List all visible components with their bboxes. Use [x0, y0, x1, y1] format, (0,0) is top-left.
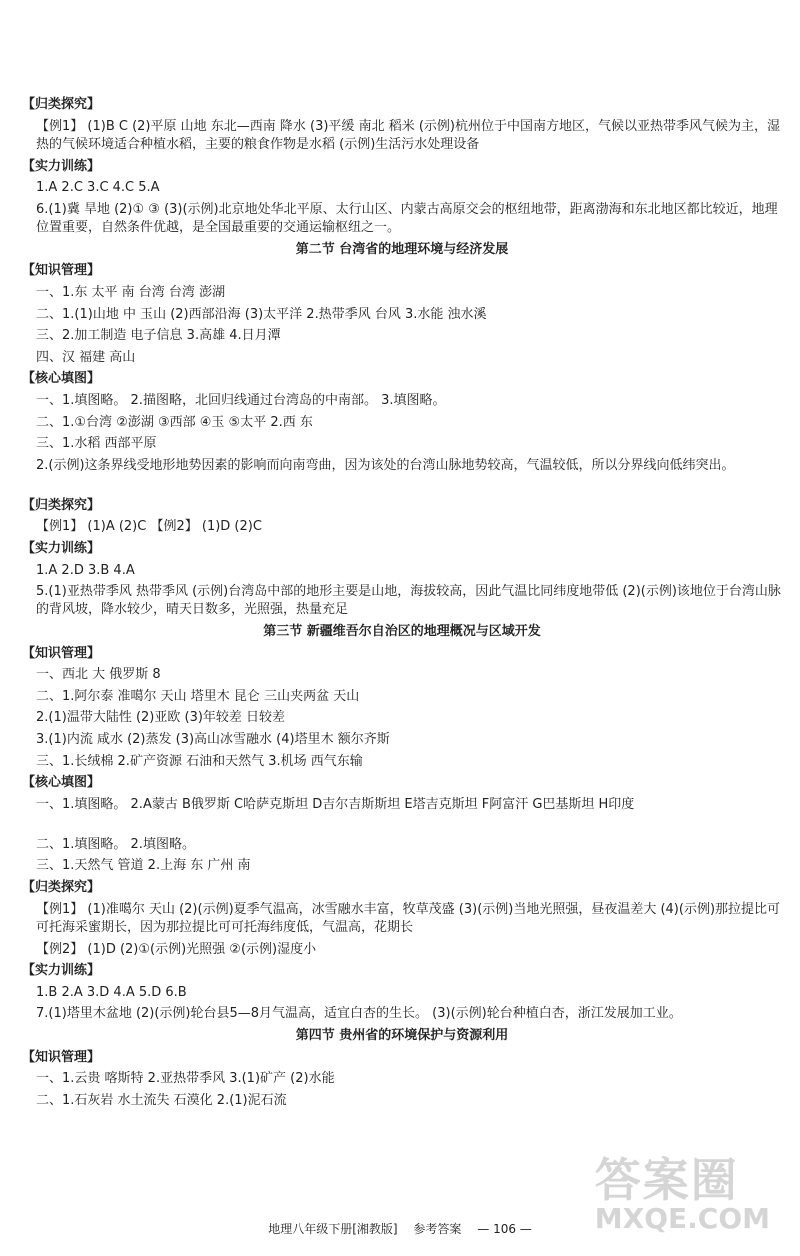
section-label: 【核心填图】	[22, 371, 101, 387]
answer-page	[22, 96, 782, 1113]
watermark-logo	[594, 1153, 770, 1235]
answer-line: 二、1.石灰岩 水土流失 石漠化 2.(1)泥石流	[36, 1092, 287, 1108]
section-title: 第三节 新疆维吾尔自治区的地理概况与区域开发	[263, 624, 541, 640]
answer-line: 三、1.水稻 西部平原	[36, 436, 157, 452]
answer-line: 1.B 2.A 3.D 4.A 5.D 6.B	[36, 984, 187, 1000]
answer-line: 一、1.填图略。 2.A蒙古 B俄罗斯 C哈萨克斯坦 D吉尔吉斯斯坦 E塔吉克斯坦 F阿富汗 G巴基斯坦 H印度	[36, 796, 635, 812]
section-label: 【知识管理】	[22, 263, 101, 279]
answer-line: 三、1.长绒棉 2.矿产资源 石油和天然气 3.机场 西气东输	[36, 753, 363, 769]
answer-line: 三、1.天然气 管道 2.上海 东 广州 南	[36, 858, 251, 874]
footer-section: 参考答案	[413, 1222, 462, 1236]
answer-line: 【例1】 (1)A (2)C 【例2】 (1)D (2)C	[36, 519, 262, 535]
watermark-url: MXQE.COM	[594, 1202, 770, 1235]
answer-line: 【例1】 (1)准噶尔 天山 (2)(示例)夏季气温高，冰雪融水丰富，牧草茂盛 (3)(示例)当地光照强，昼夜温差大 (4)(示例)那拉提比可可托海采蜜期长，因为那拉提比可可托海纬度低，气温高，花期长	[36, 901, 781, 935]
section-label: 【知识管理】	[22, 645, 101, 661]
section-title: 第二节 台湾省的地理环境与经济发展	[295, 241, 509, 257]
answer-line: 三、2.加工制造 电子信息 3.高雄 4.日月潭	[36, 328, 281, 344]
answer-line: 一、1.填图略。 2.描图略，北回归线通过台湾岛的中南部。 3.填图略。	[36, 392, 446, 408]
section-label: 【实力训练】	[22, 540, 101, 556]
section-label: 【归类探究】	[22, 880, 101, 896]
answer-line: 二、1.填图略。 2.填图略。	[36, 836, 195, 852]
section-label: 【知识管理】	[22, 1049, 101, 1065]
answer-line: 1.A 2.C 3.C 4.C 5.A	[36, 180, 160, 196]
section-label: 【核心填图】	[22, 775, 101, 791]
answer-line: 【例2】 (1)D (2)①(示例)光照强 ②(示例)湿度小	[36, 941, 317, 957]
section-label: 【实力训练】	[22, 158, 101, 174]
answer-line: 二、1.(1)山地 中 玉山 (2)西部沿海 (3)太平洋 2.热带季风 台风 3.水能 浊水溪	[36, 306, 487, 322]
answer-line: 2.(示例)这条界线受地形地势因素的影响而向南弯曲，因为该处的台湾山脉地势较高，气温较低，所以分界线向低纬突出。	[36, 457, 735, 473]
answer-line: 3.(1)内流 咸水 (2)蒸发 (3)高山冰雪融水 (4)塔里木 额尔齐斯	[36, 732, 390, 748]
answer-line: 7.(1)塔里木盆地 (2)(示例)轮台县5—8月气温高，适宜白杏的生长。 (3)(示例)轮台种植白杏，浙江发展加工业。	[36, 1006, 682, 1022]
answer-line: 5.(1)亚热带季风 热带季风 (示例)台湾岛中部的地形主要是山地，海拔较高，因此气温比同纬度地带低 (2)(示例)该地位于台湾山脉的背风坡，降水较少，晴天日数多，光照强，热量充足	[36, 584, 781, 618]
answer-line: 一、1.东 太平 南 台湾 台湾 澎湖	[36, 284, 226, 300]
section-label: 【实力训练】	[22, 963, 101, 979]
answer-line: 二、1.阿尔泰 准噶尔 天山 塔里木 昆仑 三山夹两盆 天山	[36, 688, 360, 704]
section-title: 第四节 贵州省的环境保护与资源利用	[295, 1028, 509, 1043]
answer-line: 【例1】 (1)B C (2)平原 山地 东北—西南 降水 (3)平缓 南北 稻米 (示例)杭州位于中国南方地区，气候以亚热带季风气候为主，湿热的气候环境适合种植水稻，主要的粮食作物是水稻 (示例)生活污水处理设备	[36, 118, 780, 152]
answer-line: 2.(1)温带大陆性 (2)亚欧 (3)年较差 日较差	[36, 710, 286, 726]
answer-line: 一、1.云贵 喀斯特 2.亚热带季风 3.(1)矿产 (2)水能	[36, 1071, 335, 1087]
answer-line: 一、西北 大 俄罗斯 8	[36, 667, 161, 683]
section-label: 【归类探究】	[22, 97, 101, 112]
footer-subject: 地理八年级下册[湘教版]	[268, 1222, 398, 1236]
footer-page-number: — 106 —	[477, 1222, 532, 1236]
answer-line: 6.(1)冀 旱地 (2)① ③ (3)(示例)北京地处华北平原、太行山区、内蒙古高原交会的枢纽地带，距离渤海和东北地区都比较近，地理位置重要，自然条件优越，是全国最重要的交通运输枢纽之一。	[36, 201, 778, 235]
section-label: 【归类探究】	[22, 497, 101, 513]
answer-line: 1.A 2.D 3.B 4.A	[36, 562, 135, 578]
answer-line: 二、1.①台湾 ②澎湖 ③西部 ④玉 ⑤太平 2.西 东	[36, 414, 313, 430]
watermark-text: 答案圈	[594, 1153, 739, 1207]
answer-line: 四、汉 福建 高山	[36, 349, 136, 365]
